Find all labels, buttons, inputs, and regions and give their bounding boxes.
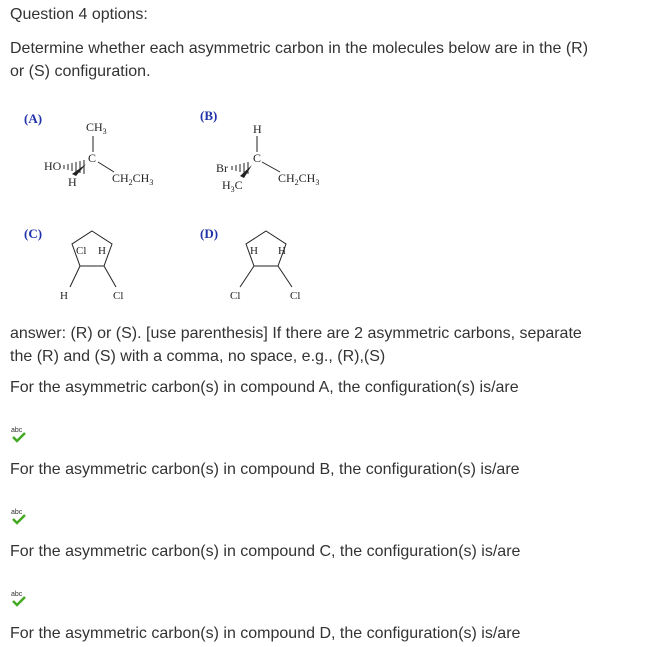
- svg-text:H: H: [250, 245, 258, 257]
- spell-check-button-c[interactable]: [11, 589, 27, 607]
- svg-text:H: H: [60, 290, 68, 302]
- svg-text:Cl: Cl: [76, 245, 87, 257]
- spell-check-icon: [11, 425, 27, 443]
- spell-check-button-b[interactable]: [11, 507, 27, 525]
- svg-text:Cl: Cl: [290, 290, 301, 302]
- svg-text:CH2CH3: $CH_2CH_3$: [112, 171, 154, 187]
- molecule-b: [216, 122, 319, 194]
- svg-text:Cl: Cl: [113, 290, 124, 302]
- svg-text:CH2CH3: $CH_2CH_3$: [278, 171, 320, 187]
- svg-text:CH3: $CH_3$: [86, 120, 107, 136]
- molecule-a: [44, 120, 153, 189]
- svg-text:abc: abc: [11, 591, 23, 598]
- molecule-c: [60, 231, 123, 302]
- instructions-line-2: or (S) configuration.: [10, 63, 151, 80]
- svg-text:H: H: [278, 245, 286, 257]
- svg-text:HO: HO: [44, 159, 62, 173]
- instructions: [10, 37, 658, 83]
- molecule-d: [230, 231, 300, 302]
- question-title: Question 4 options:: [10, 6, 148, 23]
- svg-text:C: C: [88, 151, 97, 165]
- molecule-figure: [0, 100, 420, 318]
- svg-text:abc: abc: [11, 509, 23, 516]
- label-c: (C): [24, 226, 43, 241]
- svg-text:H: H: [253, 122, 262, 136]
- svg-text:Cl: Cl: [230, 290, 241, 302]
- svg-text:C: C: [253, 151, 262, 165]
- svg-text:Br: Br: [216, 161, 228, 175]
- label-b: (B): [200, 108, 218, 123]
- answer-format: [10, 322, 658, 368]
- svg-text:H: H: [68, 175, 77, 189]
- question-b-text: For the asymmetric carbon(s) in compound B, the configuration(s) is/are: [10, 461, 520, 478]
- label-a: (A): [24, 111, 43, 126]
- spell-check-button-a[interactable]: [11, 425, 27, 443]
- answer-format-line-2: the (R) and (S) with a comma, no space, e.g., (R),(S): [10, 348, 386, 365]
- label-d: (D): [200, 226, 219, 241]
- spell-check-icon: [11, 507, 27, 525]
- answer-format-line-1: answer: (R) or (S). [use parenthesis] If there are 2 asymmetric carbons, separate: [10, 325, 582, 342]
- question-a-text: For the asymmetric carbon(s) in compound A, the configuration(s) is/are: [10, 379, 519, 396]
- svg-text:H3C: $H_3C$: [222, 178, 243, 194]
- svg-text:H: H: [98, 245, 106, 257]
- question-d-text: For the asymmetric carbon(s) in compound D, the configuration(s) is/are: [10, 625, 521, 642]
- svg-text:abc: abc: [11, 427, 23, 434]
- molecules-drawing: [0, 100, 420, 318]
- instructions-line-1: Determine whether each asymmetric carbon in the molecules below are in the (R): [10, 40, 589, 57]
- question-c-text: For the asymmetric carbon(s) in compound C, the configuration(s) is/are: [10, 543, 521, 560]
- spell-check-icon: [11, 589, 27, 607]
